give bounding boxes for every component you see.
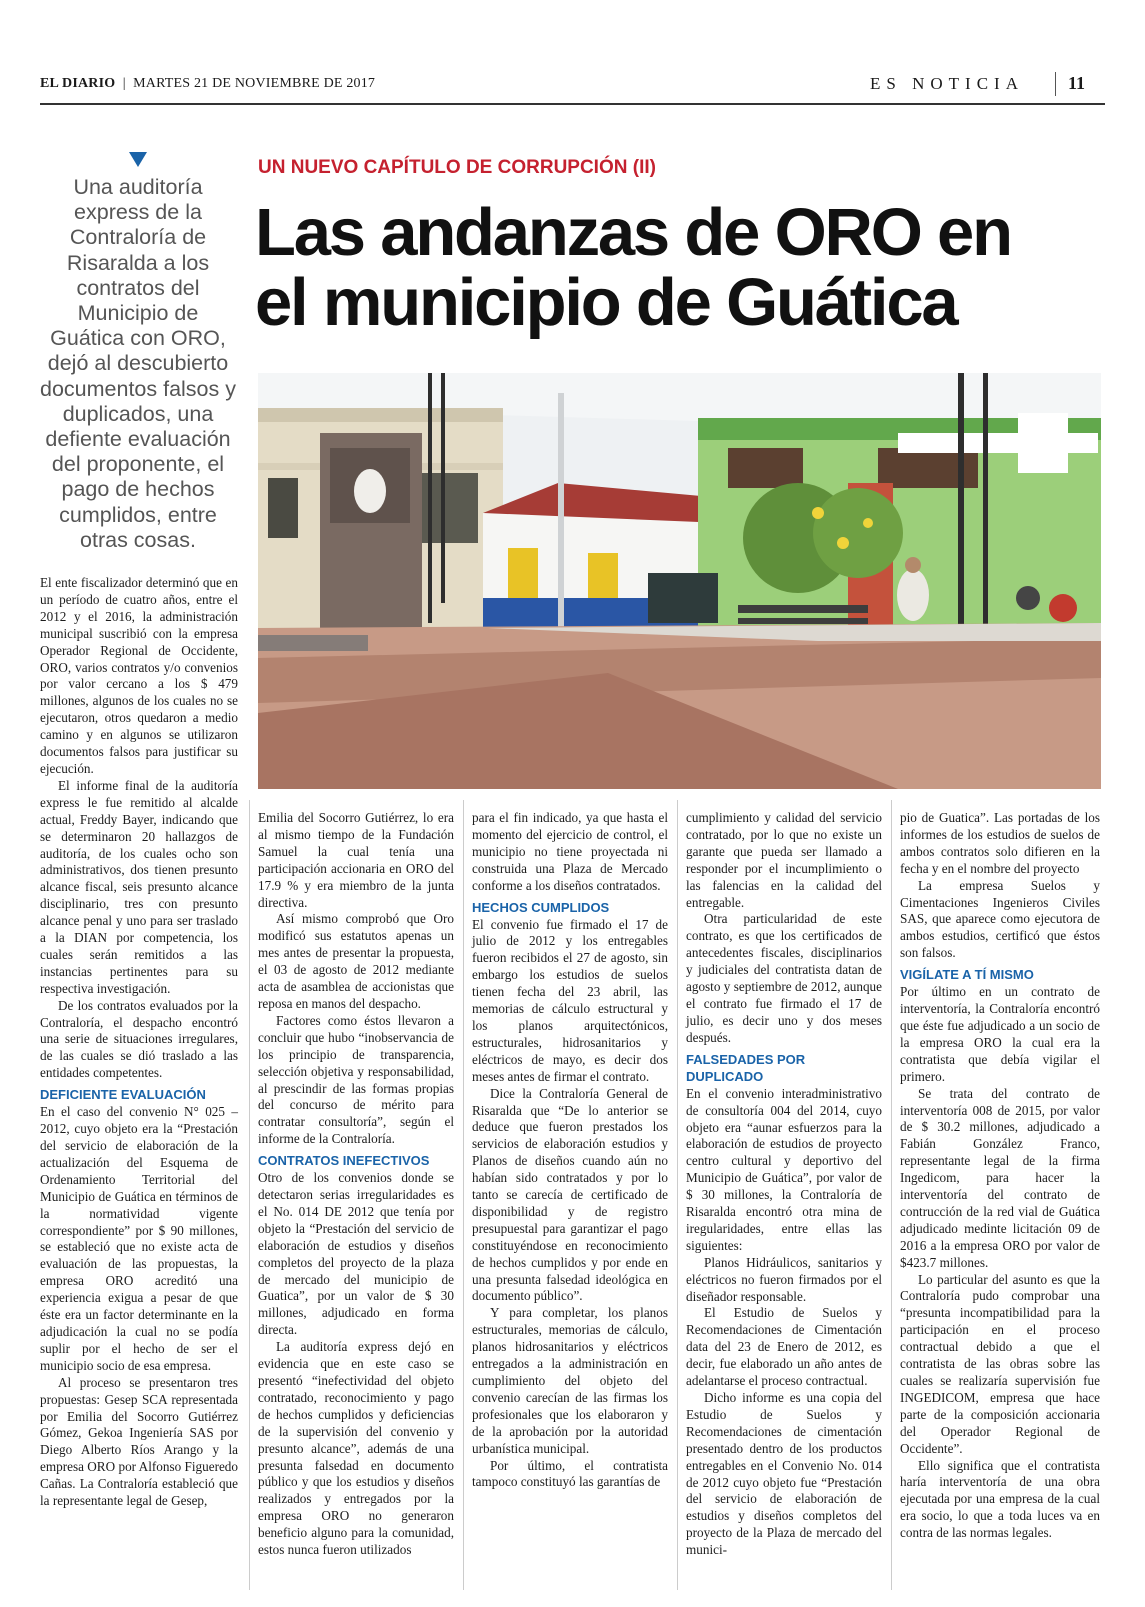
subheading: VIGÍLATE A TÍ MISMO	[900, 967, 1034, 983]
headline-line-1: Las andanzas de ORO en	[255, 195, 1011, 270]
paragraph: Por último en un contrato de interventoría, la Contraloría encontró que éste fue adjudicado a un socio de la empresa ORO la cual era la contratista que debía vigilar el primero.	[900, 984, 1100, 1084]
paragraph: Al proceso se presentaron tres propuestas: Gesep SCA representada por Emilia del Socorro Gutiérrez Gómez, Gekoa Ingeniería SAS por Diego Alberto Ríos Arango y la empresa ORO por Alfonso Figueredo Cañas. La Contraloría estableció que la representante legal de Gesep,	[40, 1374, 238, 1509]
subheading: FALSEDADES POR DUPLICADO	[686, 1051, 806, 1084]
section-name: ES NOTICIA	[870, 74, 1024, 93]
paragraph: Dice la Contraloría General de Risaralda que “De lo anterior se deduce que fueron prestados los servicios de elaboración estudios y Planos de diseños cuando aún no habían sido contratados y por lo tanto se carecía de certificado de disponibilidad y de registro presupuestal para garantizar el pago constituyéndose en reconocimiento de hechos cumplidos y por ende en una presunta falsedad ideológica en documento público”.	[472, 1085, 668, 1304]
paragraph: Se trata del contrato de interventoría 008 de 2015, por valor de $ 30.2 millones, adjudicado a Fabián González Franco, representante legal de la firma Ingedicom, para hacer la interventoría del contrato de contrucción de la red vial de Guática adjudicado medinte licitación 09 de 2016 a la empresa ORO por valor de $423.7 millones.	[900, 1085, 1100, 1270]
subheading: CONTRATOS INEFECTIVOS	[258, 1153, 430, 1169]
column-divider	[249, 800, 250, 1590]
paragraph: Planos Hidráulicos, sanitarios y eléctricos no fueron firmados por el diseñador responsable.	[686, 1254, 882, 1304]
subheading: HECHOS CUMPLIDOS	[472, 899, 610, 915]
paragraph: Otro de los convenios donde se detectaron serias irregularidades es el No. 014 DE 2012 que tenía por objeto la “Prestación del servicio de elaboración de estudios y diseños completos del proyecto de la plaza de mercado del municipio de Guatica”, por un valor de $ 30 millones, adjudicado en forma directa.	[258, 1170, 454, 1338]
subheading: DEFICIENTE EVALUACIÓN	[40, 1087, 206, 1103]
column-divider	[677, 800, 678, 1590]
paragraph: Así mismo comprobó que Oro modificó sus estatutos apenas un mes antes de presentar la propuesta, el 03 de agosto de 2012 mediante acta de asamblea de accionistas que reposa en manos del despacho.	[258, 911, 454, 1011]
paragraph: La auditoría express dejó en evidencia que en este caso se presentó “inefectividad del objeto contratado, reconocimiento y pago de hechos cumplidos y deficiencias de la supervisión del convenio y presunto alcance”, además de una presunta falsedad en documento público y que los estudios y diseños realizados y entregados por la empresa ORO no generaron beneficio alguno para la comunidad, estos nunca fueron utilizados	[258, 1339, 454, 1558]
paragraph: Dicho informe es una copia del Estudio de Suelos y Recomendaciones de cimentación presentado dentro de los productos entregables en el Convenio No. 014 de 2012 cuyo objeto fue “Prestación del servicio de elaboración de estudios y diseños completos del proyecto de la Plaza de mercado del munici-	[686, 1390, 882, 1558]
paragraph: Lo particular del asunto es que la Contraloría pudo comprobar una “presunta incompatibilidad para la participación en el proceso contractual debido a que el contratista de las obras sobre las cuales se realizaría supervisión fue INGEDICOM, empresa que hace parte de la composición accionaria del Operador Regional de Occidente”.	[900, 1271, 1100, 1456]
headline-line-2: el municipio de Guática	[255, 265, 957, 340]
paragraph: El informe final de la auditoría express le fue remitido al alcalde actual, Freddy Bayer, indicando que se determinaron 20 hallazgos de auditoría, de los cuales ocho son administrativos, dos tienen presunto alcance fiscal, seis presunto alcance disciplinario, tres con presunto alcance penal y uno para ser traslado a la DIAN por competencia, los cuales serán remitidos a las instancias pertinentes para su respectiva investigación.	[40, 777, 238, 996]
body-column-1	[40, 575, 238, 1510]
publication-name: EL DIARIO	[40, 76, 116, 91]
article-deck: Una auditoría express de la Contraloría de Risaralda a los contratos del Municipio de Guática con ORO, dejó al descubierto documentos falsos y duplicados, una defiente evaluación del proponente, el pago de hechos cumplidos, entre otras cosas.	[40, 175, 236, 552]
article-photo	[258, 373, 1101, 789]
body-column-5	[900, 810, 1100, 1542]
paragraph: El convenio fue firmado el 17 de julio de 2012 y los entregables fueron recibidos el 27 de agosto, sin embargo los estudios de suelos tienen fecha del 23 abril, las memorias de cálculo estructural y los planos arquitectónicos, estructurales, hidrosanitarios y eléctricos de mayo, es decir dos meses antes de firmar el contrato.	[472, 916, 668, 1084]
header-separator-right	[1055, 72, 1056, 96]
header-separator: |	[119, 76, 130, 91]
paragraph: cumplimiento y calidad del servicio contratado, por lo que no existe un garante que pueda ser llamado a responder por el incumplimiento o las falencias en la calidad del entregable.	[686, 810, 882, 910]
paragraph: De los contratos evaluados por la Contraloría, el despacho encontró una serie de situaciones irregulares, de las cuales se dió traslado a las entidades competentes.	[40, 997, 238, 1081]
paragraph: El ente fiscalizador determinó que en un período de cuatro años, entre el 2012 y el 2016, la administración municipal suscribió con la empresa Operador Regional de Occidente, ORO, varios contratos y/o convenios por valor cercano a los $ 479 millones, algunos de los cuales no se ejecutaron, otros quedaron a medio camino y en algunos se utilizaron documentos falsos para justificar su ejecución.	[40, 575, 238, 776]
plaza-photo-illustration	[258, 373, 1101, 789]
paragraph: Por último, el contratista tampoco constituyó las garantías de	[472, 1457, 668, 1490]
issue-date: MARTES 21 DE NOVIEMBRE DE 2017	[133, 76, 376, 91]
column-divider	[463, 800, 464, 1590]
column-divider	[891, 800, 892, 1590]
triangle-down-icon	[129, 152, 147, 167]
paragraph: Ello significa que el contratista haría interventoría de una obra ejecutada por una empresa de la cual era socio, lo que a toda luces va en contra de las normas legales.	[900, 1457, 1100, 1541]
paragraph: para el fin indicado, ya que hasta el momento del ejercicio de control, el municipio no tiene proyectada ni construida una Plaza de Mercado conforme a los diseños contratados.	[472, 810, 668, 893]
paragraph: pio de Guatica”. Las portadas de los informes de los estudios de suelos de ambos contratos solo difieren en la fecha y en el nombre del proyecto	[900, 810, 1100, 876]
body-column-2	[258, 810, 454, 1559]
paragraph: La empresa Suelos y Cimentaciones Ingenieros Civiles SAS, que aparece como ejecutora de ambos estudios, certificó que éstos son falsos.	[900, 877, 1100, 961]
running-header-left	[40, 76, 375, 92]
paragraph: Y para completar, los planos estructurales, memorias de cálculo, planos hidrosanitarios y eléctricos entregados a la administración en cumplimiento del objeto del convenio carecían de las firmas los profesionales que los elaboraron y de la aprobación por la autoridad urbanística municipal.	[472, 1305, 668, 1456]
paragraph: En el convenio interadministrativo de consultoría 004 del 2014, cuyo objeto era “aunar esfuerzos para la elaboración de estudios de proyecto centro cultural y deportivo del Municipio de Guática”, por valor de $ 30 millones, la Contraloría de Risaralda encontró otra mina de iregularidades, entre ellas las siguientes:	[686, 1085, 882, 1253]
article-kicker: UN NUEVO CAPÍTULO DE CORRUPCIÓN (II)	[258, 157, 656, 178]
paragraph: Emilia del Socorro Gutiérrez, lo era al mismo tiempo de la Fundación Samuel la cual tenía una participación accionaria en ORO del 17.9 % y era miembro de la junta directiva.	[258, 810, 454, 910]
page-number: 11	[1068, 73, 1086, 93]
body-column-4	[686, 810, 882, 1559]
paragraph: El Estudio de Suelos y Recomendaciones de Cimentación data del 23 de Enero de 2012, es decir, fue elaborado un año antes de adelantarse el proceso contractual.	[686, 1305, 882, 1389]
body-column-3	[472, 810, 668, 1491]
article-headline	[255, 195, 1105, 340]
paragraph: En el caso del convenio N° 025 – 2012, cuyo objeto era la “Prestación del servicio de elaboración de la actualización del Esquema de Ordenamiento Territorial del Municipio de Guática en términos de la normatividad vigente correspondiente” por $ 90 millones, se estableció que no existe acta de evaluación de las propuestas, la empresa ORO acreditó una experiencia exigua a pesar de que éste era un factor determinante en la adjudicación la cual no se podía suplir por el hecho de ser el municipio socio de esa empresa.	[40, 1104, 238, 1373]
paragraph: Factores como éstos llevaron a concluir que hubo “inobservancia de los principio de transparencia, selección objetiva y responsabilidad, al prescindir de las formas propias del concurso de mérito para contratar consultoría”, según el informe de la Contraloría.	[258, 1012, 454, 1147]
paragraph: Otra particularidad de este contrato, es que los certificados de antecedentes fiscales, disciplinarios y judiciales del contratista datan de agosto y septiembre de 2012, aunque el contrato fue firmado el 17 de julio, es decir uno y dos meses después.	[686, 911, 882, 1045]
header-rule	[40, 103, 1105, 105]
